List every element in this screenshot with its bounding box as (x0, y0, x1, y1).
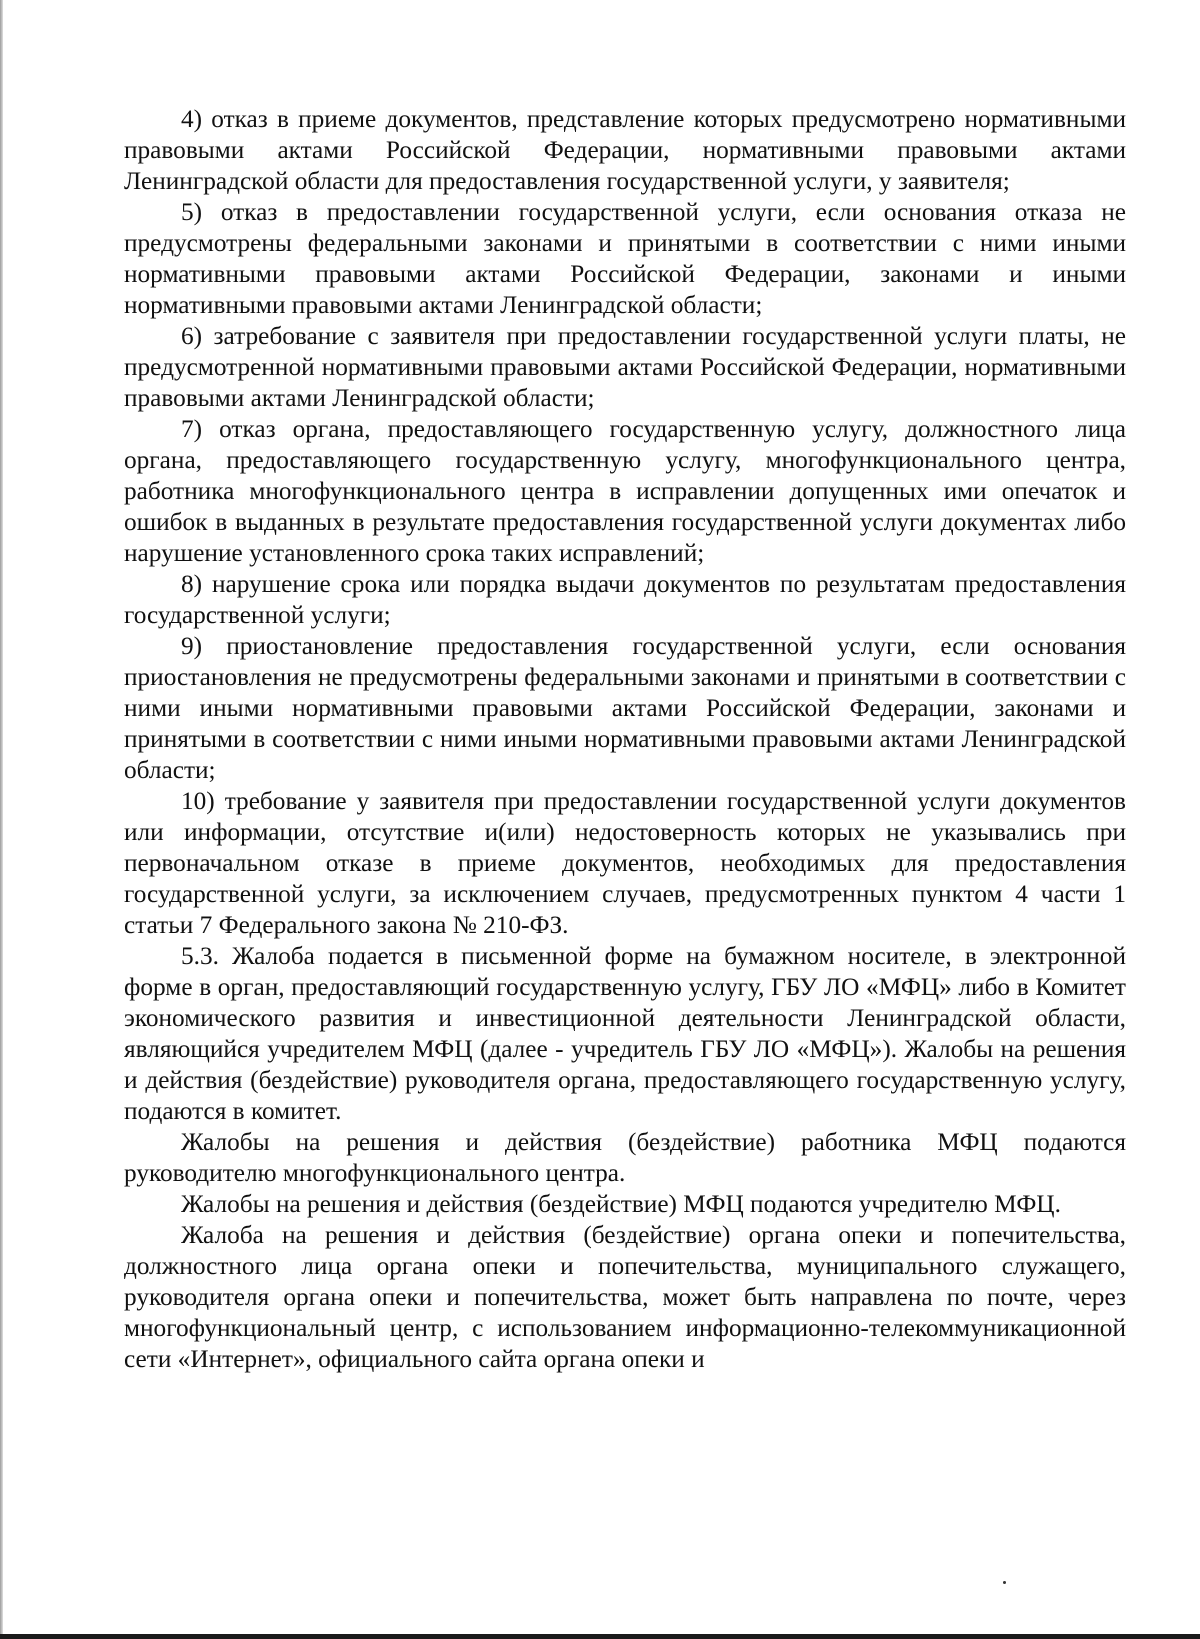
paragraph-item-7: 7) отказ органа, предоставляющего государственную услугу, должностного лица органа, предоставляющего государственную услугу, многофункционального центра, работника многофункционального центра в исправлении допущенных ими опечаток и ошибок в выданных в результате предоставления государственной услуги документах либо нарушение установленного срока таких исправлений; (124, 415, 1126, 567)
paragraph-guardianship-complaints: Жалоба на решения и действия (бездействие) органа опеки и попечительства, должностного лица органа опеки и попечительства, муниципального служащего, руководителя органа опеки и попечительства, может быть направлена по почте, через многофункциональный центр, с использованием информационно-телекоммуникационной сети «Интернет», официального сайта органа опеки и (124, 1221, 1126, 1373)
paragraph-item-10: 10) требование у заявителя при предоставлении государственной услуги документов или информации, отсутствие и(или) недостоверность которых не указывались при первоначальном отказе в приеме документов, необходимых для предоставления государственной услуги, за исключением случаев, предусмотренных пунктом 4 части 1 статьи 7 Федерального закона № 210-ФЗ. (124, 787, 1126, 939)
paragraph-mfc-complaints: Жалобы на решения и действия (бездействие) МФЦ подаются учредителю МФЦ. (181, 1190, 1061, 1218)
document-page (124, 104, 1126, 1375)
scan-left-edge (0, 0, 3, 1639)
paragraph-mfc-worker-complaints: Жалобы на решения и действия (бездействие) работника МФЦ подаются руководителю многофункционального центра. (124, 1128, 1126, 1187)
scan-speck (1003, 1581, 1006, 1584)
paragraph-section-5-3: 5.3. Жалоба подается в письменной форме на бумажном носителе, в электронной форме в орган, предоставляющий государственную услугу, ГБУ ЛО «МФЦ» либо в Комитет экономического развития и инвестиционной деятельности Ленинградской области, являющийся учредителем МФЦ (далее - учредитель ГБУ ЛО «МФЦ»). Жалобы на решения и действия (бездействие) руководителя органа, предоставляющего государственную услугу, подаются в комитет. (124, 942, 1126, 1125)
paragraph-item-4: 4) отказ в приеме документов, представление которых предусмотрено нормативными правовыми актами Российской Федерации, нормативными правовыми актами Ленинградской области для предоставления государственной услуги, у заявителя; (124, 105, 1126, 195)
paragraph-item-9: 9) приостановление предоставления государственной услуги, если основания приостановления не предусмотрены федеральными законами и принятыми в соответствии с ними иными нормативными правовыми актами Российской Федерации, законами и принятыми в соответствии с ними иными нормативными правовыми актами Ленинградской области; (124, 632, 1126, 784)
paragraph-item-6: 6) затребование с заявителя при предоставлении государственной услуги платы, не предусмотренной нормативными правовыми актами Российской Федерации, нормативными правовыми актами Ленинградской области; (124, 322, 1126, 412)
paragraph-item-5: 5) отказ в предоставлении государственной услуги, если основания отказа не предусмотрены федеральными законами и принятыми в соответствии с ними иными нормативными правовыми актами Российской Федерации, законами и иными нормативными правовыми актами Ленинградской области; (124, 198, 1126, 319)
paragraph-item-8: 8) нарушение срока или порядка выдачи документов по результатам предоставления государственной услуги; (124, 570, 1126, 629)
scan-bottom-edge (0, 1634, 1200, 1639)
